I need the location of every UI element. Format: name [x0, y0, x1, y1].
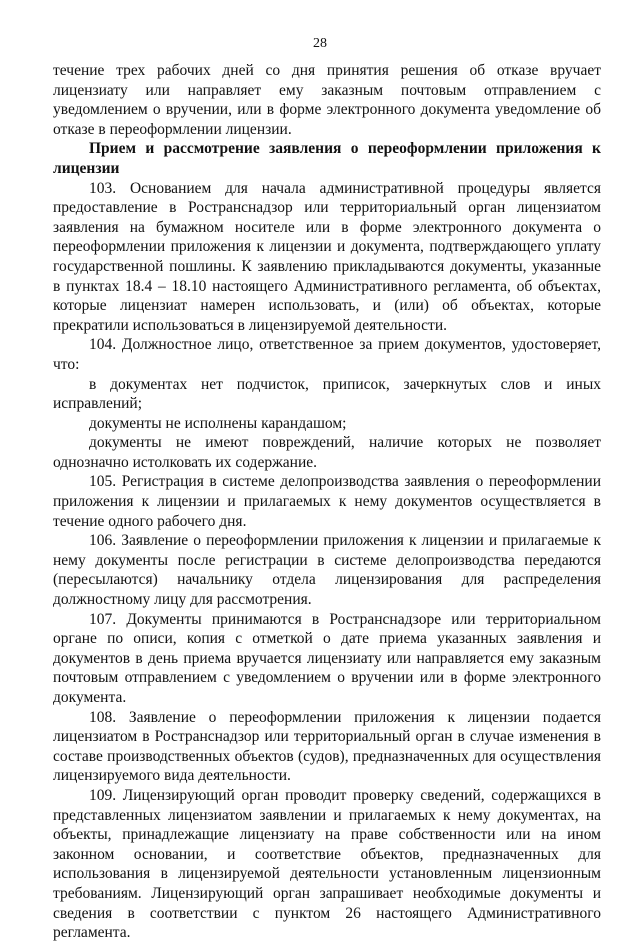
paragraph-106: 106. Заявление о переоформлении приложения к лицензии и прилагаемые к нему документы после регистрации в системе делопроизводства передаются (пересылаются) начальнику отдела лицензирования для распределения должностному лицу для рассмотрения. [53, 532, 601, 609]
paragraph-107: 107. Документы принимаются в Ространснадзоре или территориальном органе по описи, копия с отметкой о дате приема указанных заявления и документов в день приема вручается лицензиату или направляется ему заказным почтовым отправлением с уведомлением о вручении или в форме электронного документа. [53, 610, 601, 706]
page-body [53, 61, 601, 943]
page-number: 28 [313, 36, 327, 51]
paragraph-104: 104. Должностное лицо, ответственное за прием документов, удостоверяет, что: [53, 336, 601, 373]
paragraph-108: 108. Заявление о переоформлении приложения к лицензии подается лицензиатом в Ространснадзор или территориальный орган в случае изменения в составе производственных объектов (судов), предназначенных для осуществления лицензируемого вида деятельности. [53, 708, 601, 785]
paragraph-109: 109. Лицензирующий орган проводит проверку сведений, содержащихся в представленных лицензиатом заявлении и прилагаемых к нему документах, на объекты, принадлежащие лицензиату на праве собственности или на ином законном основании, и соответствие объектов, предназначенных для использования в лицензируемой деятельности установленным лицензионным требованиям. Лицензирующий орган запрашивает необходимые документы и сведения в соответствии с пунктом 26 настоящего Административного регламента. [53, 786, 601, 942]
section-heading: Прием и рассмотрение заявления о переоформлении приложения к лицензии [53, 140, 601, 177]
paragraph-103: 103. Основанием для начала административной процедуры является предоставление в Ространснадзор или территориальный орган лицензиатом заявления на бумажном носителе или в форме электронного документа о переоформлении приложения к лицензии и документа, подтверждающего уплату государственной пошлины. К заявлению прикладываются документы, указанные в пунктах 18.4 – 18.10 настоящего Административного регламента, об объектах, которые лицензиат намерен использовать, и (или) об объектах, которые прекратили использоваться в лицензируемой деятельности. [53, 179, 601, 334]
paragraph-105: 105. Регистрация в системе делопроизводства заявления о переоформлении приложения к лицензии и прилагаемых к нему документов осуществляется в течение одного рабочего дня. [53, 473, 601, 530]
list-item-no-corrections: в документах нет подчисток, приписок, зачеркнутых слов и иных исправлений; [53, 375, 601, 413]
list-item-no-pencil: документы не исполнены карандашом; [89, 414, 347, 432]
list-item-no-damage: документы не имеют повреждений, наличие которых не позволяет однозначно истолковать их содержание. [53, 434, 601, 471]
paragraph-continuation: течение трех рабочих дней со дня принятия решения об отказе вручает лицензиату или направляет ему заказным почтовым отправлением с уведомлением о вручении, или в форме электронного документа уведомление об отказе в переоформлении лицензии. [53, 62, 601, 138]
